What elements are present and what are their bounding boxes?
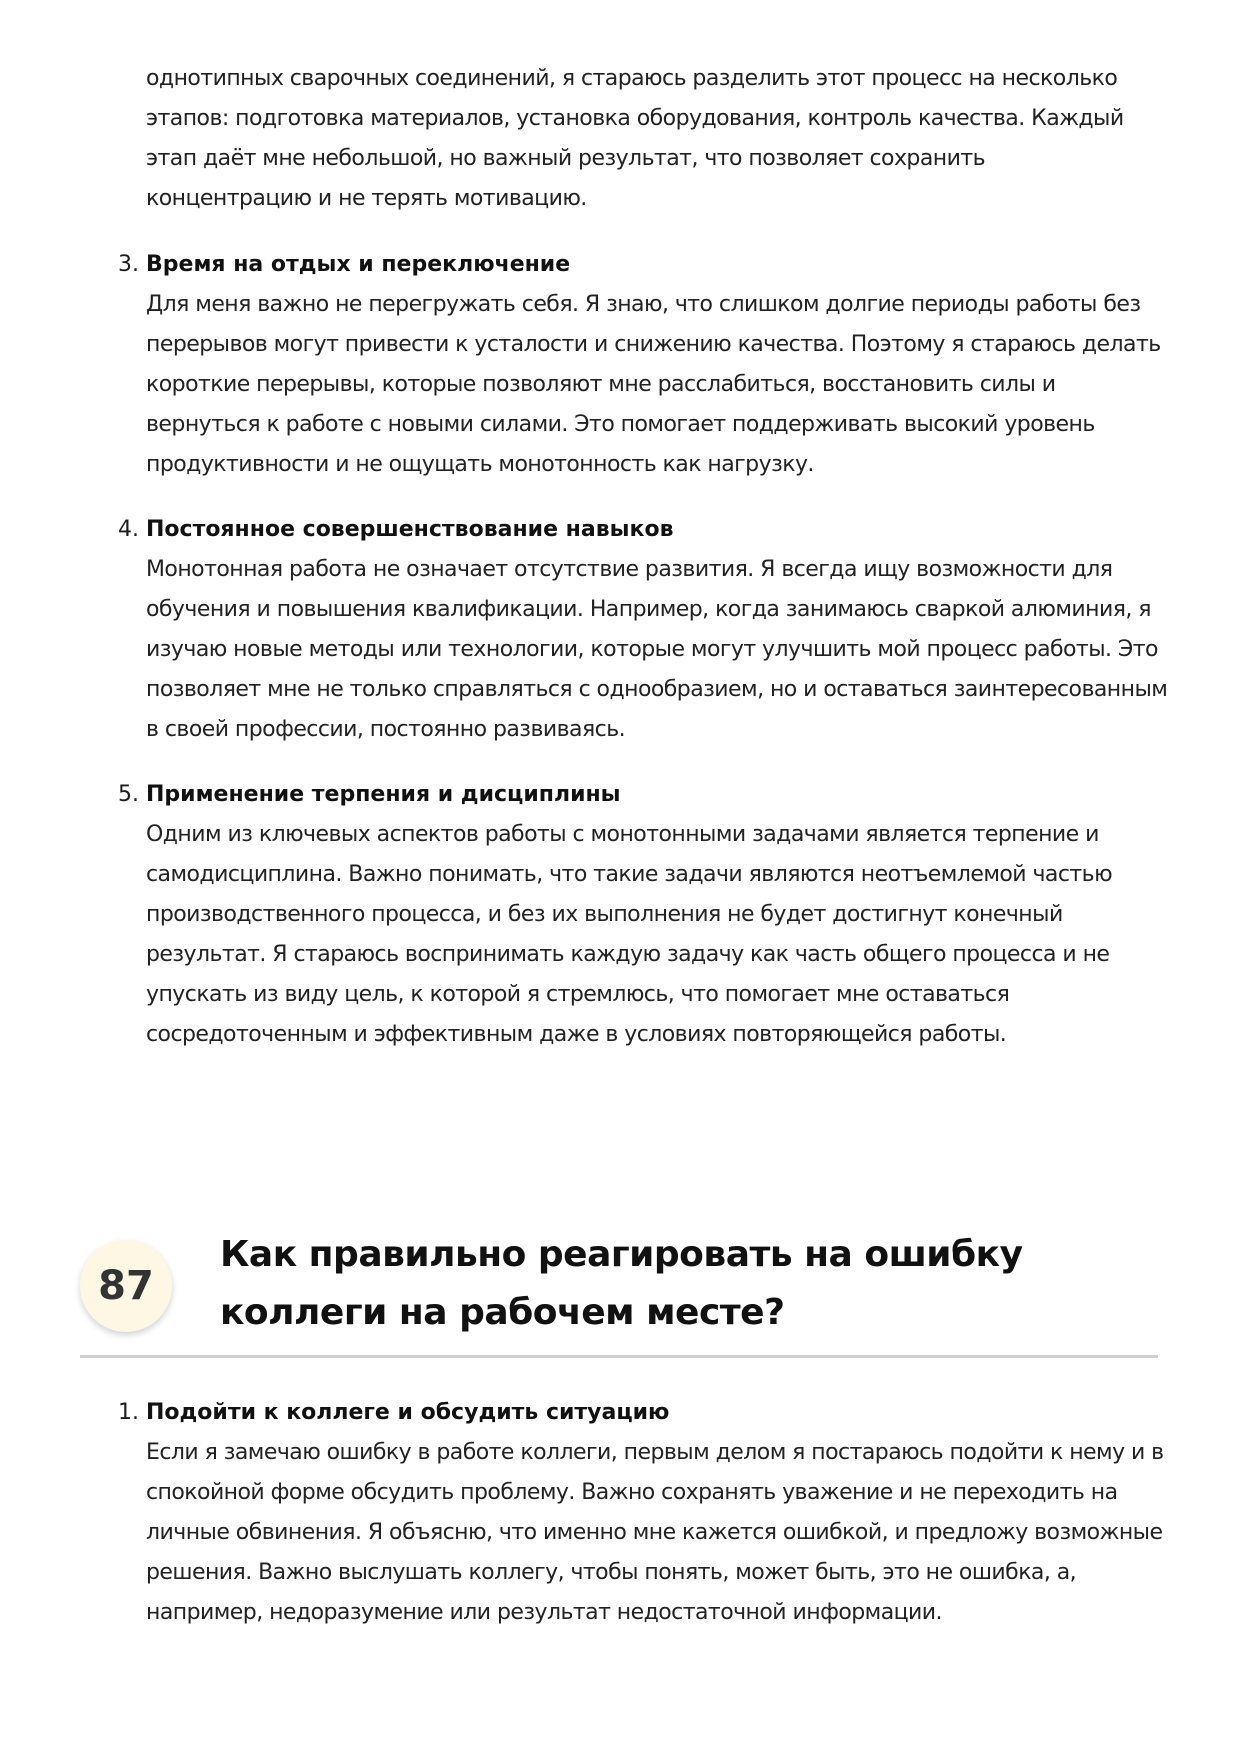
list-item-title: Подойти к коллеге и обсудить ситуацию <box>146 1400 670 1425</box>
question-number-badge: 87 <box>80 1240 172 1332</box>
list-item-number: 5. <box>118 782 139 807</box>
answer-list-current <box>118 1393 1168 1658</box>
list-item <box>118 510 1168 750</box>
list-item-body: Для меня важно не перегружать себя. Я знаю, что слишком долгие периоды работы без перерывов могут привести к усталости и снижению качества. Поэтому я стараюсь делать короткие перерывы, которые позволяют мне расслабиться, восстановить силы и вернуться к работе с новыми силами. Это помогает поддерживать высокий уровень продуктивности и не ощущать монотонность как нагрузку. <box>146 292 1161 477</box>
list-item-title: Постоянное совершенствование навыков <box>146 517 674 542</box>
list-item-number: 1. <box>118 1400 139 1425</box>
question-title: Как правильно реагировать на ошибку коллеги на рабочем месте? <box>220 1234 1023 1333</box>
list-item <box>118 1393 1168 1633</box>
list-item-title: Применение терпения и дисциплины <box>146 782 621 807</box>
list-item-body: Монотонная работа не означает отсутствие развития. Я всегда ищу возможности для обучения и повышения квалификации. Например, когда занимаюсь сваркой алюминия, я изучаю новые методы или технологии, которые могут улучшить мой процесс работы. Это позволяет мне не только справляться с однообразием, но и оставаться заинтересованным в своей профессии, постоянно развиваясь. <box>146 557 1168 742</box>
list-item <box>118 245 1168 485</box>
list-item-number: 3. <box>118 252 139 277</box>
continuation-paragraph: однотипных сварочных соединений, я стараюсь разделить этот процесс на несколько этапов: подготовка материалов, установка оборудования, контроль качества. Каждый этап даёт мне небольшой, но важный результат, что позволяет сохранить концентрацию и не терять мотивацию. <box>146 66 1124 211</box>
list-item-body: Одним из ключевых аспектов работы с монотонными задачами является терпение и самодисциплина. Важно понимать, что такие задачи являются неотъемлемой частью производственного процесса, и без их выполнения не будет достигнут конечный результат. Я стараюсь воспринимать каждую задачу как часть общего процесса и не упускать из виду цель, к которой я стремлюсь, что помогает мне оставаться сосредоточенным и эффективным даже в условиях повторяющейся работы. <box>146 822 1113 1047</box>
question-header <box>80 1218 1158 1358</box>
list-item <box>118 775 1168 1055</box>
list-item-body: Если я замечаю ошибку в работе коллеги, первым делом я постараюсь подойти к нему и в спокойной форме обсудить проблему. Важно сохранять уважение и не переходить на личные обвинения. Я объясню, что именно мне кажется ошибкой, и предложу возможные решения. Важно выслушать коллегу, чтобы понять, может быть, это не ошибка, а, например, недоразумение или результат недостаточной информации. <box>146 1440 1164 1625</box>
answer-list-previous <box>118 245 1168 1080</box>
list-item-number: 4. <box>118 517 139 542</box>
list-item-title: Время на отдых и переключение <box>146 252 571 277</box>
